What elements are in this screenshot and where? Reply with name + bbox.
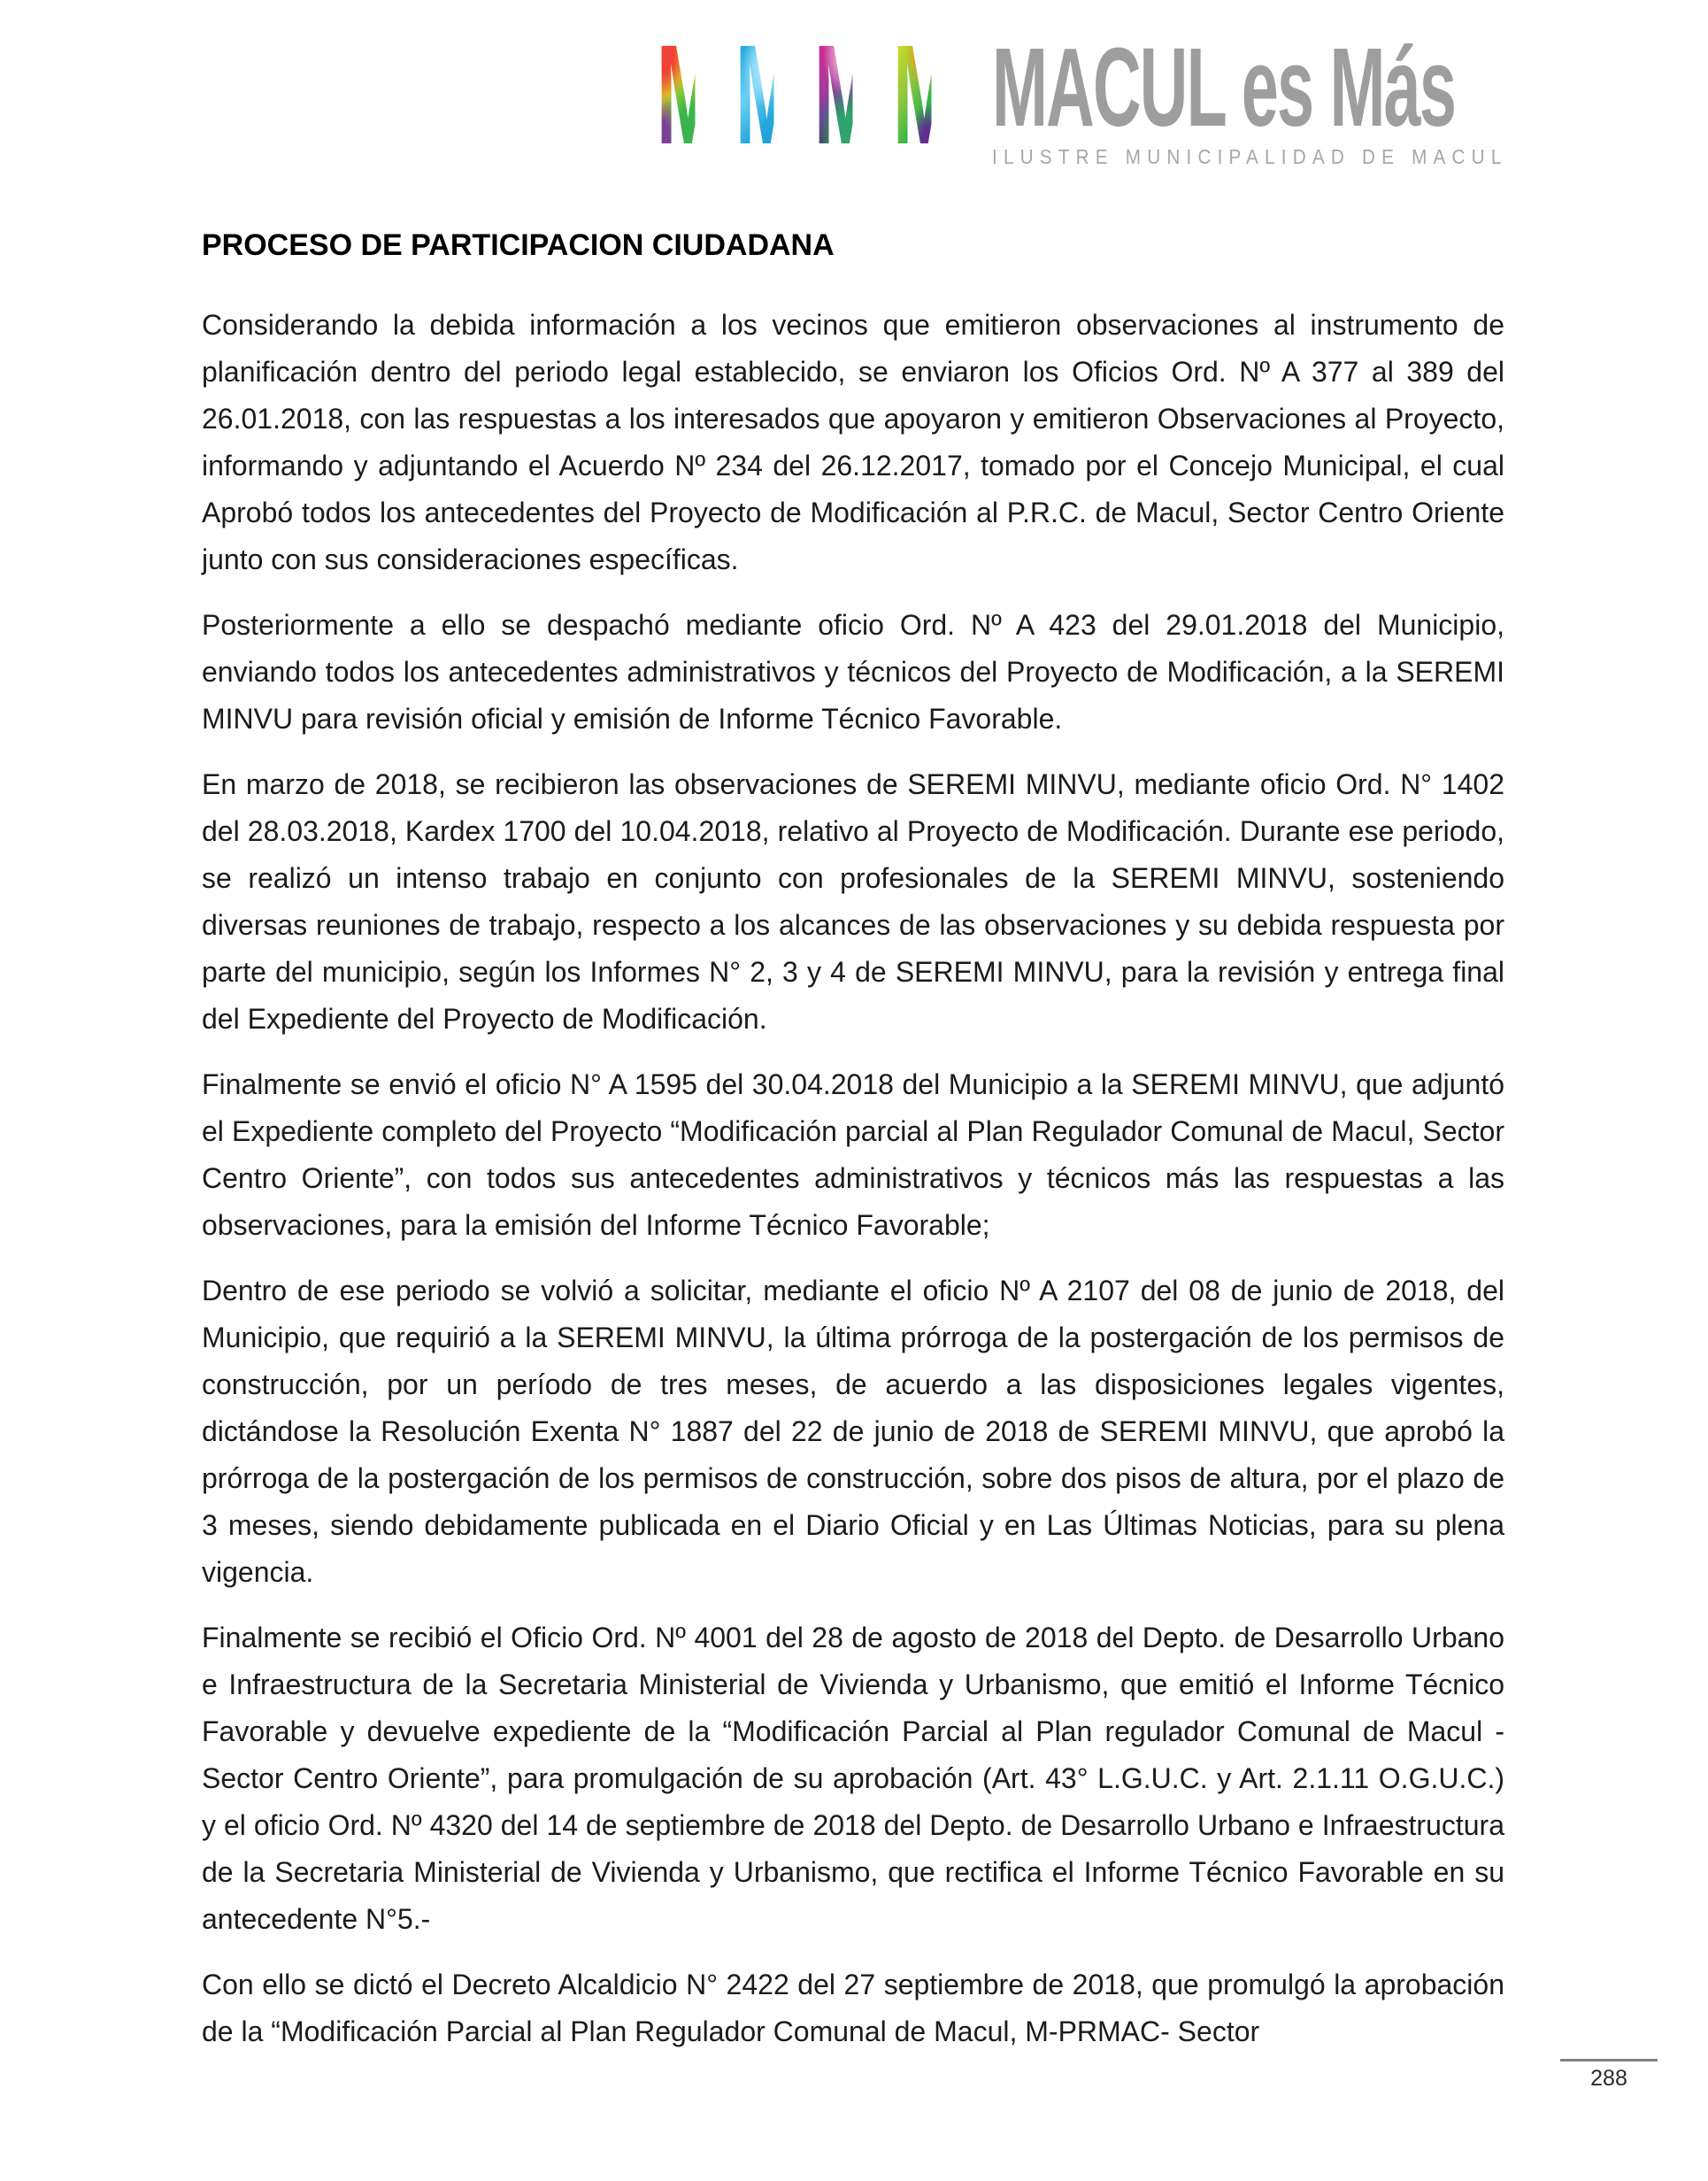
page-footer [1560,2059,1658,2092]
logo-letter-m-icon: M [657,15,719,173]
paragraph-1: Considerando la debida información a los vecinos que emitieron observaciones al instrumento de planificación dentro del periodo legal establecido, se enviaron los Oficios Ord. Nº A 377 al 389 del 26.01.2018, con las respuestas a los interesados que apoyaron y emitieron Observaciones al Proyecto, informando y adjuntando el Acuerdo Nº 234 del 26.12.2017, tomado por el Concejo Municipal, el cual Aprobó todos los antecedentes del Proyecto de Modificación al P.R.C. de Macul, Sector Centro Oriente junto con sus consideraciones específicas. [202,309,1504,575]
paragraph-3: En marzo de 2018, se recibieron las observaciones de SEREMI MINVU, mediante oficio Ord. N° 1402 del 28.03.2018, Kardex 1700 del 10.04.2018, relativo al Proyecto de Modificación. Durante ese periodo, se realizó un intenso trabajo en conjunto con profesionales de la SEREMI MINVU, sosteniendo diversas reuniones de trabajo, respecto a los alcances de las observaciones y su debida respuesta por parte del municipio, según los Informes N° 2, 3 y 4 de SEREMI MINVU, para la revisión y entrega final del Expediente del Proyecto de Modificación. [202,768,1504,1035]
footer-rule [1560,2059,1658,2062]
paragraph-2: Posteriormente a ello se despachó mediante oficio Ord. Nº A 423 del 29.01.2018 del Municipio, enviando todos los antecedentes administrativos y técnicos del Proyecto de Modificación, a la SEREMI MINVU para revisión oficial y emisión de Informe Técnico Favorable. [202,609,1504,735]
page-header [657,15,1708,173]
document-body [202,228,1504,2074]
paragraph-6: Finalmente se recibió el Oficio Ord. Nº 4001 del 28 de agosto de 2018 del Depto. de Desarrollo Urbano e Infraestructura de la Secretaria Ministerial de Vivienda y Urbanismo, que emitió el Informe Técnico Favorable y devuelve expediente de la “Modificación Parcial al Plan regulador Comunal de Macul - Sector Centro Oriente”, para promulgación de su aprobación (Art. 43° L.G.U.C. y Art. 2.1.11 O.G.U.C.) y el oficio Ord. Nº 4320 del 14 de septiembre de 2018 del Depto. de Desarrollo Urbano e Infraestructura de la Secretaria Ministerial de Vivienda y Urbanismo, que rectifica el Informe Técnico Favorable en su antecedente N°5.- [202,1622,1504,1935]
page-number: 288 [1590,2066,1627,2091]
logo-letter-m-icon: M [893,15,956,173]
page-title: PROCESO DE PARTICIPACION CIUDADANA [202,228,835,262]
brand-tagline: ILUSTRE MUNICIPALIDAD DE MACUL [992,145,1508,168]
macul-mmmm-logo-icon [657,15,966,173]
paragraph-7: Con ello se dictó el Decreto Alcaldicio N° 2422 del 27 septiembre de 2018, que promulgó la aprobación de la “Modificación Parcial al Plan Regulador Comunal de Macul, M-PRMAC- Sector [202,1969,1504,2047]
logo-letter-m-icon: M [814,15,877,173]
paragraph-5: Dentro de ese periodo se volvió a solicitar, mediante el oficio Nº A 2107 del 08 de junio de 2018, del Municipio, que requirió a la SEREMI MINVU, la última prórroga de la postergación de los permisos de construcción, por un período de tres meses, de acuerdo a las disposiciones legales vigentes, dictándose la Resolución Exenta N° 1887 del 22 de junio de 2018 de SEREMI MINVU, que aprobó la prórroga de la postergación de los permisos de construcción, sobre dos pisos de altura, por el plazo de 3 meses, siendo debidamente publicada en el Diario Oficial y en Las Últimas Noticias, para su plena vigencia. [202,1275,1504,1588]
paragraph-4: Finalmente se envió el oficio N° A 1595 del 30.04.2018 del Municipio a la SEREMI MINVU, que adjuntó el Expediente completo del Proyecto “Modificación parcial al Plan Regulador Comunal de Macul, Sector Centro Oriente”, con todos sus antecedentes administrativos y técnicos más las respuestas a las observaciones, para la emisión del Informe Técnico Favorable; [202,1068,1504,1241]
brand-title: MACUL es Más [992,25,1456,150]
logo-wordmark [992,25,1708,169]
logo-letter-m-icon: M [735,15,798,173]
